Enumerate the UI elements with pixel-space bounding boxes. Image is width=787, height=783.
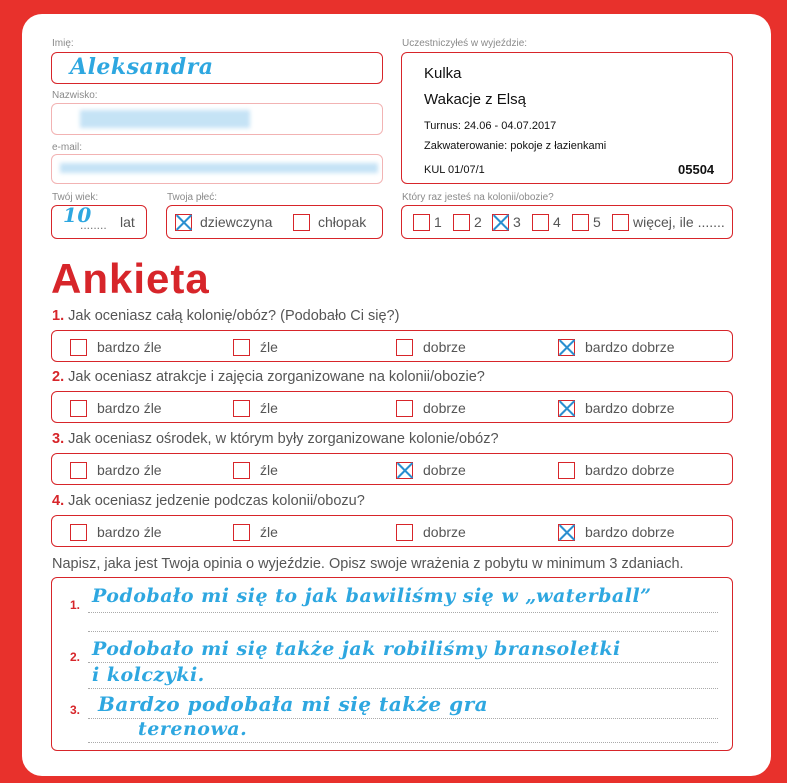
answer-line [88,742,718,743]
times-2-checkbox[interactable] [453,214,470,231]
q4-option-1-label: bardzo źle [97,524,162,540]
q4-option-1-checkbox[interactable] [70,524,87,541]
question-1 [52,308,399,324]
camp-org: Kulka [424,65,462,82]
question-number: 1. [52,308,65,324]
age-dots: ........ [80,218,107,232]
answer-2-text-cont: i kolczyki. [92,664,205,686]
answer-number: 3. [70,703,81,717]
times-3-checkbox[interactable] [492,214,509,231]
q2-option-4-checkbox[interactable] [558,400,575,417]
times-5-label: 5 [593,214,601,230]
question-number: 2. [52,369,65,385]
gender-girl-label: dziewczyna [200,214,273,230]
q2-option-3-checkbox[interactable] [396,400,413,417]
camp-name: Wakacje z Elsą [424,91,526,108]
question-3 [52,431,499,447]
question-number: 3. [52,431,65,447]
email-redaction [60,163,378,173]
camp-number: 05504 [678,162,715,177]
q4-option-4-label: bardzo dobrze [585,524,675,540]
answer-number: 1. [70,598,81,612]
q3-option-2-label: źle [260,462,278,478]
q4-option-3-label: dobrze [423,524,466,540]
q1-option-3-label: dobrze [423,339,466,355]
q2-option-1-checkbox[interactable] [70,400,87,417]
camp-accommodation: Zakwaterowanie: pokoje z łazienkami [424,140,607,152]
gender-girl-checkbox[interactable] [175,214,192,231]
times-2-label: 2 [474,214,482,230]
times-4-checkbox[interactable] [532,214,549,231]
answer-3-text-cont: terenowa. [138,718,248,740]
email-label: e-mail: [52,142,83,153]
answer-line [88,612,718,613]
survey-title: Ankieta [51,255,210,302]
question-text: Jak oceniasz całą kolonię/obóz? (Podobało Ci się?) [68,308,400,324]
question-2 [52,369,485,385]
name-value: Aleksandra [70,54,214,80]
q4-option-4-checkbox[interactable] [558,524,575,541]
q1-option-4-checkbox[interactable] [558,339,575,356]
question-text: Jak oceniasz atrakcje i zajęcia zorganizowane na kolonii/obozie? [68,369,485,385]
q3-option-4-checkbox[interactable] [558,462,575,479]
gender-boy-checkbox[interactable] [293,214,310,231]
camp-code: KUL 01/07/1 [424,164,485,176]
participant-label: Uczestniczyłeś w wyjeździe: [402,38,528,49]
answer-1-text: Podobało mi się to jak bawiliśmy się w „waterball” [92,585,652,607]
times-1-label: 1 [434,214,442,230]
age-label: Twój wiek: [52,192,99,203]
q2-option-4-label: bardzo dobrze [585,400,675,416]
age-value: 10 [63,203,92,227]
answer-line [88,631,718,632]
answer-number: 2. [70,650,81,664]
q2-option-2-label: źle [260,400,278,416]
q4-option-2-checkbox[interactable] [233,524,250,541]
q3-option-3-checkbox[interactable] [396,462,413,479]
question-text: Jak oceniasz jedzenie podczas kolonii/obozu? [68,493,365,509]
camp-turnus: Turnus: 24.06 - 04.07.2017 [424,120,557,132]
q3-option-3-label: dobrze [423,462,466,478]
surname-redaction [80,110,250,128]
times-label: Który raz jesteś na kolonii/obozie? [402,192,554,203]
question-4 [52,493,365,509]
gender-boy-label: chłopak [318,214,367,230]
name-label: Imię: [52,38,74,49]
answer-2-text: Podobało mi się także jak robiliśmy bransoletki [92,638,621,660]
q3-option-1-checkbox[interactable] [70,462,87,479]
answer-3-text: Bardzo podobała mi się także gra [98,692,489,716]
q1-option-4-label: bardzo dobrze [585,339,675,355]
opinion-prompt: Napisz, jaka jest Twoja opinia o wyjeździe. Opisz swoje wrażenia z pobytu w minimum 3 zdaniach. [52,556,684,572]
q1-option-2-label: źle [260,339,278,355]
times-5-checkbox[interactable] [572,214,589,231]
times-more-label: więcej, ile ....... [633,214,725,230]
answer-line [88,688,718,689]
times-3-label: 3 [513,214,521,230]
times-1-checkbox[interactable] [413,214,430,231]
q1-option-1-label: bardzo źle [97,339,162,355]
q3-option-4-label: bardzo dobrze [585,462,675,478]
q1-option-1-checkbox[interactable] [70,339,87,356]
q4-option-2-label: źle [260,524,278,540]
q2-option-3-label: dobrze [423,400,466,416]
gender-label: Twoja płeć: [167,192,218,203]
times-4-label: 4 [553,214,561,230]
q1-option-2-checkbox[interactable] [233,339,250,356]
times-more-checkbox[interactable] [612,214,629,231]
answer-line [88,662,718,663]
q2-option-2-checkbox[interactable] [233,400,250,417]
q1-option-3-checkbox[interactable] [396,339,413,356]
q3-option-2-checkbox[interactable] [233,462,250,479]
q2-option-1-label: bardzo źle [97,400,162,416]
surname-label: Nazwisko: [52,90,98,101]
question-number: 4. [52,493,65,509]
q4-option-3-checkbox[interactable] [396,524,413,541]
age-unit: lat [120,214,135,230]
question-text: Jak oceniasz ośrodek, w którym były zorganizowane kolonie/obóz? [68,431,499,447]
q3-option-1-label: bardzo źle [97,462,162,478]
